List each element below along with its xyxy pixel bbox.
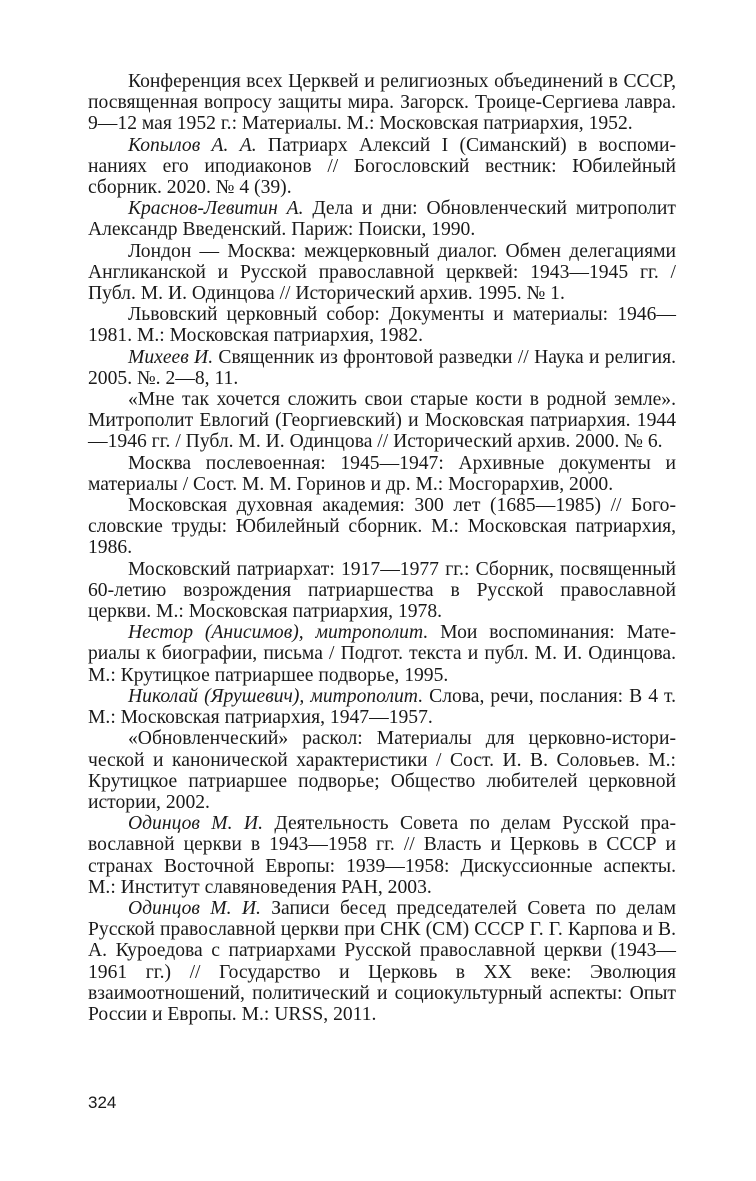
entry-text: Священник из фронтовой разведки // Наука и религия. 2005. №. 2—8, 11. [88,346,676,389]
entry-text: Львовский церковный собор: Документы и материалы: 1946—1981. М.: Московская патриархия, 1982. [88,304,676,347]
bibliography-entry [88,198,676,240]
entry-author: Нестор (Анисимов), митрополит. [128,622,429,644]
entry-text: Московская духовная академия: 300 лет (1685—1985) // Богословские труды: Юбилейный сборник. М.: Московская патриархия, 1986. [88,495,676,559]
entry-text: Записи бесед председателей Совета по делам Русской православной церкви при СНК (СМ) СССР Г. Г. Карпова и В. А. Куроедова с патриархами Русской православной церкви (1943—1961 гг.) // Государство и Церковь в XX веке: Эволюция взаимоотношений, политический и социокультурный аспекты: Опыт России и Европы. М.: URSS, 2011. [88,897,677,1025]
entry-text: Патриарх Алексий I (Симанский) в воспоминаниях его иподиаконов // Богословский вестник: Юбилейный сборник. 2020. № 4 (39). [88,134,676,199]
bibliography-entry [88,813,676,898]
bibliography-entry [88,389,676,453]
entry-text: Дела и дни: Обновленческий митрополит Александр Введенский. Париж: Поиски, 1990. [88,198,676,241]
entry-text: «Обновленческий» раскол: Материалы для церковно-исторической и канонической характеристики / Сост. И. В. Соловьев. М.: Крутицкое патриаршее подворье; Общество любителей церковной истории, 2002. [88,728,676,813]
entry-author: Краснов-Левитин А. [128,198,304,220]
entry-text: Московский патриархат: 1917—1977 гг.: Сборник, посвященный 60-летию возрождения патриаршества в Русской православной церкви. М.: Московская патриархия, 1978. [88,558,676,623]
bibliography-entry [88,347,676,389]
bibliography-entry [88,559,676,623]
bibliography-entry [88,495,676,559]
bibliography-entry [88,71,676,135]
entry-text: «Мне так хочется сложить свои старые кости в родной земле». Митрополит Евлогий (Георгиевский) и Московская патриархия. 1944—1946 гг. / Публ. М. И. Одинцова // Исторический архив. 2000. № 6. [88,389,676,453]
entry-text: Деятельность Совета по делам Русской православной церкви в 1943—1958 гг. // Власть и Церковь в СССР и странах Восточной Европы: 1939—1958: Дискуссионные аспекты. М.: Институт славяноведения РАН, 2003. [88,813,676,898]
bibliography-entry [88,686,676,728]
bibliography-entry [88,241,676,305]
bibliography-list [88,71,676,1025]
page-number: 324 [88,1093,117,1112]
entry-author: Михеев И. [128,346,214,368]
bibliography-entry [88,898,676,1025]
bibliography-entry [88,304,676,346]
entry-text: Москва послевоенная: 1945—1947: Архивные документы и материалы / Сост. М. М. Горинов и др. М.: Мосгорархив, 2000. [88,452,676,495]
bibliography-entry [88,453,676,495]
entry-author: Одинцов М. И. [128,897,261,919]
entry-text: Слова, речи, послания: В 4 т. М.: Московская патриархия, 1947—1957. [88,685,677,729]
entry-author: Копылов А. А. [128,134,257,156]
entry-author: Одинцов М. И. [128,813,263,835]
entry-text: Лондон — Москва: межцерковный диалог. Обмен делегациями Англиканской и Русской православной церквей: 1943—1945 гг. / Публ. М. И. Одинцова // Исторический архив. 1995. № 1. [88,240,676,305]
bibliography-entry [88,622,676,686]
bibliography-entry [88,135,676,199]
entry-text: Мои воспоминания: Материалы к биографии, письма / Подгот. текста и публ. М. И. Одинцова. М.: Крутицкое патриаршее подворье, 1995. [88,622,676,686]
entry-author: Николай (Ярушевич), митрополит. [128,685,424,707]
bibliography-entry [88,728,676,813]
entry-text: Конференция всех Церквей и религиозных объединений в СССР, посвященная вопросу защиты мира. Загорск. Троице-Сергиева лавра. 9—12 мая 1952 г.: Материалы. М.: Московская патриархия, 1952. [88,71,676,135]
